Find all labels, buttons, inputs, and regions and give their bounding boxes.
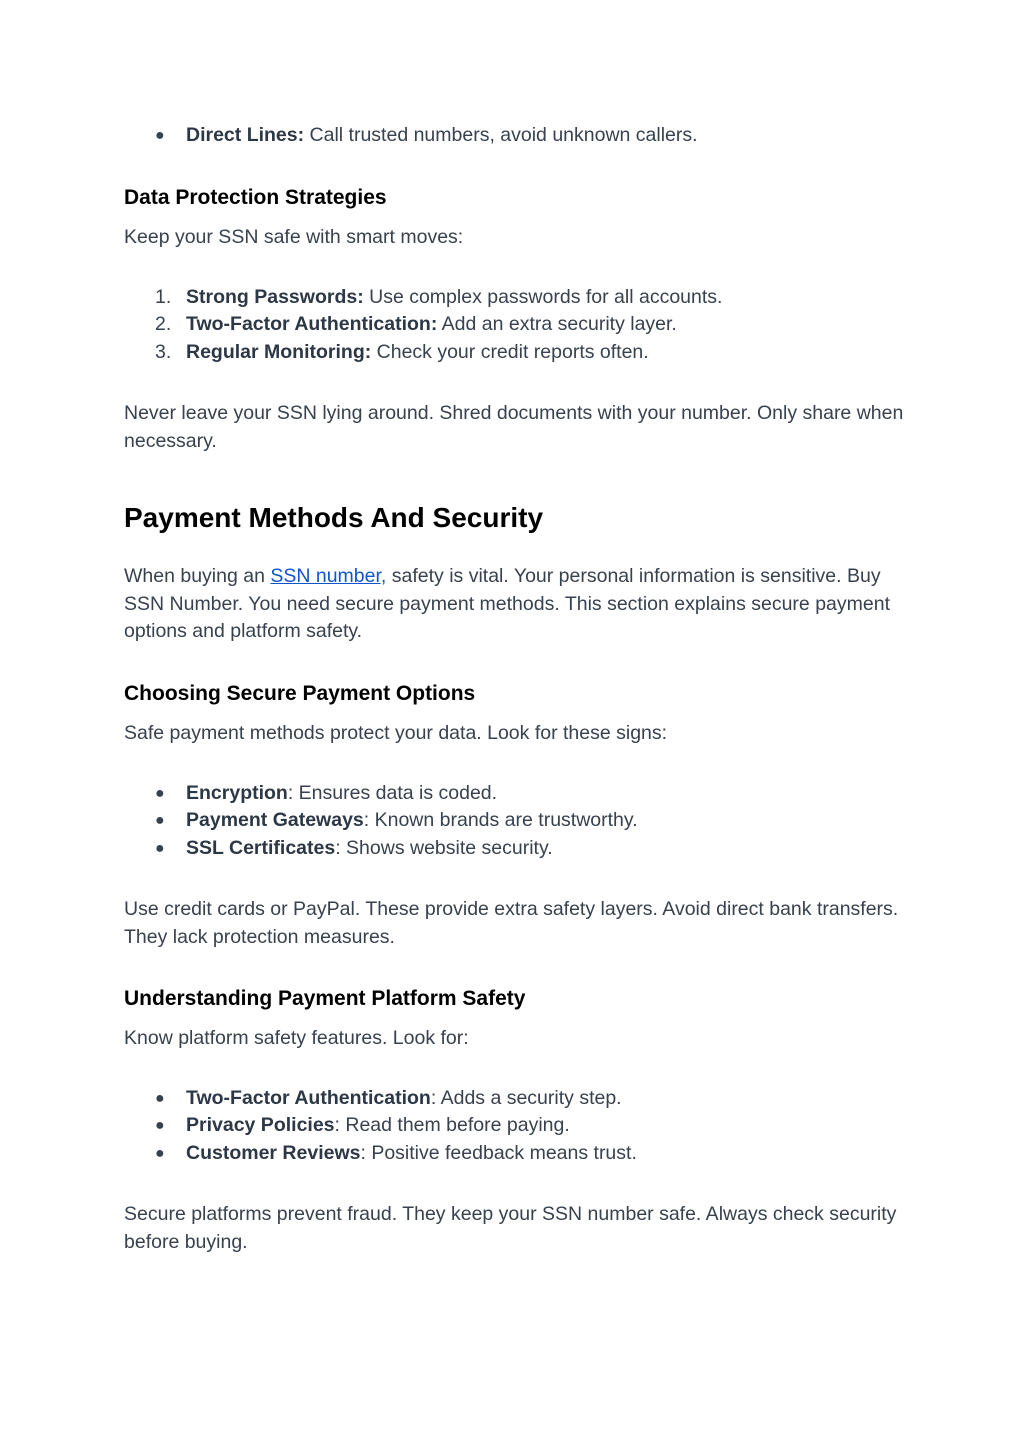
data-protection-intro: Keep your SSN safe with smart moves: [124, 226, 464, 248]
bullet-icon: ● [155, 839, 165, 857]
list-item [124, 1140, 904, 1167]
list-item-text: : Ensures data is coded. [287, 782, 498, 804]
list-item-term: Customer Reviews [186, 1141, 361, 1164]
list-item-term: Direct Lines: [186, 124, 305, 146]
platform-bullet-list [124, 1085, 904, 1167]
list-number: 3. [155, 340, 172, 363]
choosing-closing: Use credit cards or PayPal. These provide extra safety layers. Avoid direct bank transfers. They lack protection measures. [124, 898, 899, 948]
list-item [124, 122, 904, 149]
list-item-term: Payment Gateways [186, 809, 364, 832]
payment-intro-after: safety is vital. Your personal information is sensitive. Buy SSN Number. You need secure payment methods. This section explains secure payment options and platform safety. [124, 565, 890, 642]
list-item-text: : Known brands are trustworthy. [363, 809, 638, 832]
list-item-term: SSL Certificates [186, 836, 336, 859]
data-protection-heading: Data Protection Strategies [124, 186, 387, 209]
data-protection-closing: Never leave your SSN lying around. Shred documents with your number. Only share when necessary. [124, 402, 904, 452]
bullet-icon: ● [155, 1090, 165, 1107]
list-item [124, 835, 904, 862]
list-item-text: Add an extra security layer. [437, 313, 677, 336]
data-protection-list [124, 284, 904, 366]
list-item [124, 339, 904, 366]
list-item-term: Strong Passwords: [186, 286, 364, 308]
platform-intro: Know platform safety features. Look for: [124, 1027, 469, 1049]
payment-intro [124, 563, 904, 646]
list-item-text: : Adds a security step. [430, 1087, 622, 1109]
top-bullet-list [124, 122, 904, 149]
list-item-text: Use complex passwords for all accounts. [363, 286, 723, 308]
bullet-icon: ● [155, 812, 165, 830]
list-item-text: : Shows website security. [335, 836, 553, 859]
list-item-text: Call trusted numbers, avoid unknown callers. [304, 124, 698, 146]
list-item-term: Encryption [186, 782, 288, 804]
list-item [124, 1112, 904, 1139]
list-item-text: Check your credit reports often. [371, 340, 649, 363]
list-item [124, 807, 904, 834]
bullet-icon: ● [155, 785, 165, 802]
choosing-intro: Safe payment methods protect your data. Look for these signs: [124, 722, 668, 744]
list-item-term: Two-Factor Authentication: [186, 313, 438, 336]
choosing-heading: Choosing Secure Payment Options [124, 682, 476, 705]
list-item-text: : Positive feedback means trust. [360, 1141, 637, 1164]
list-number: 2. [155, 313, 172, 336]
list-item [124, 311, 904, 338]
payment-heading: Payment Methods And Security [124, 502, 544, 533]
list-item-term: Regular Monitoring: [186, 340, 372, 363]
ssn-number-link[interactable]: SSN number, [270, 565, 387, 587]
bullet-icon: ● [155, 127, 165, 144]
platform-closing: Secure platforms prevent fraud. They keep your SSN number safe. Always check security before buying. [124, 1203, 897, 1253]
bullet-icon: ● [155, 1117, 165, 1135]
list-number: 1. [155, 286, 172, 308]
list-item [124, 1085, 904, 1112]
list-item-text: : Read them before paying. [334, 1114, 570, 1137]
choosing-bullet-list [124, 780, 904, 862]
payment-intro-before: When buying an [124, 565, 271, 587]
list-item-term: Two-Factor Authentication [186, 1087, 431, 1109]
list-item-term: Privacy Policies [186, 1114, 335, 1137]
list-item [124, 284, 904, 311]
bullet-icon: ● [155, 1144, 165, 1162]
list-item [124, 780, 904, 807]
platform-heading: Understanding Payment Platform Safety [124, 987, 526, 1010]
